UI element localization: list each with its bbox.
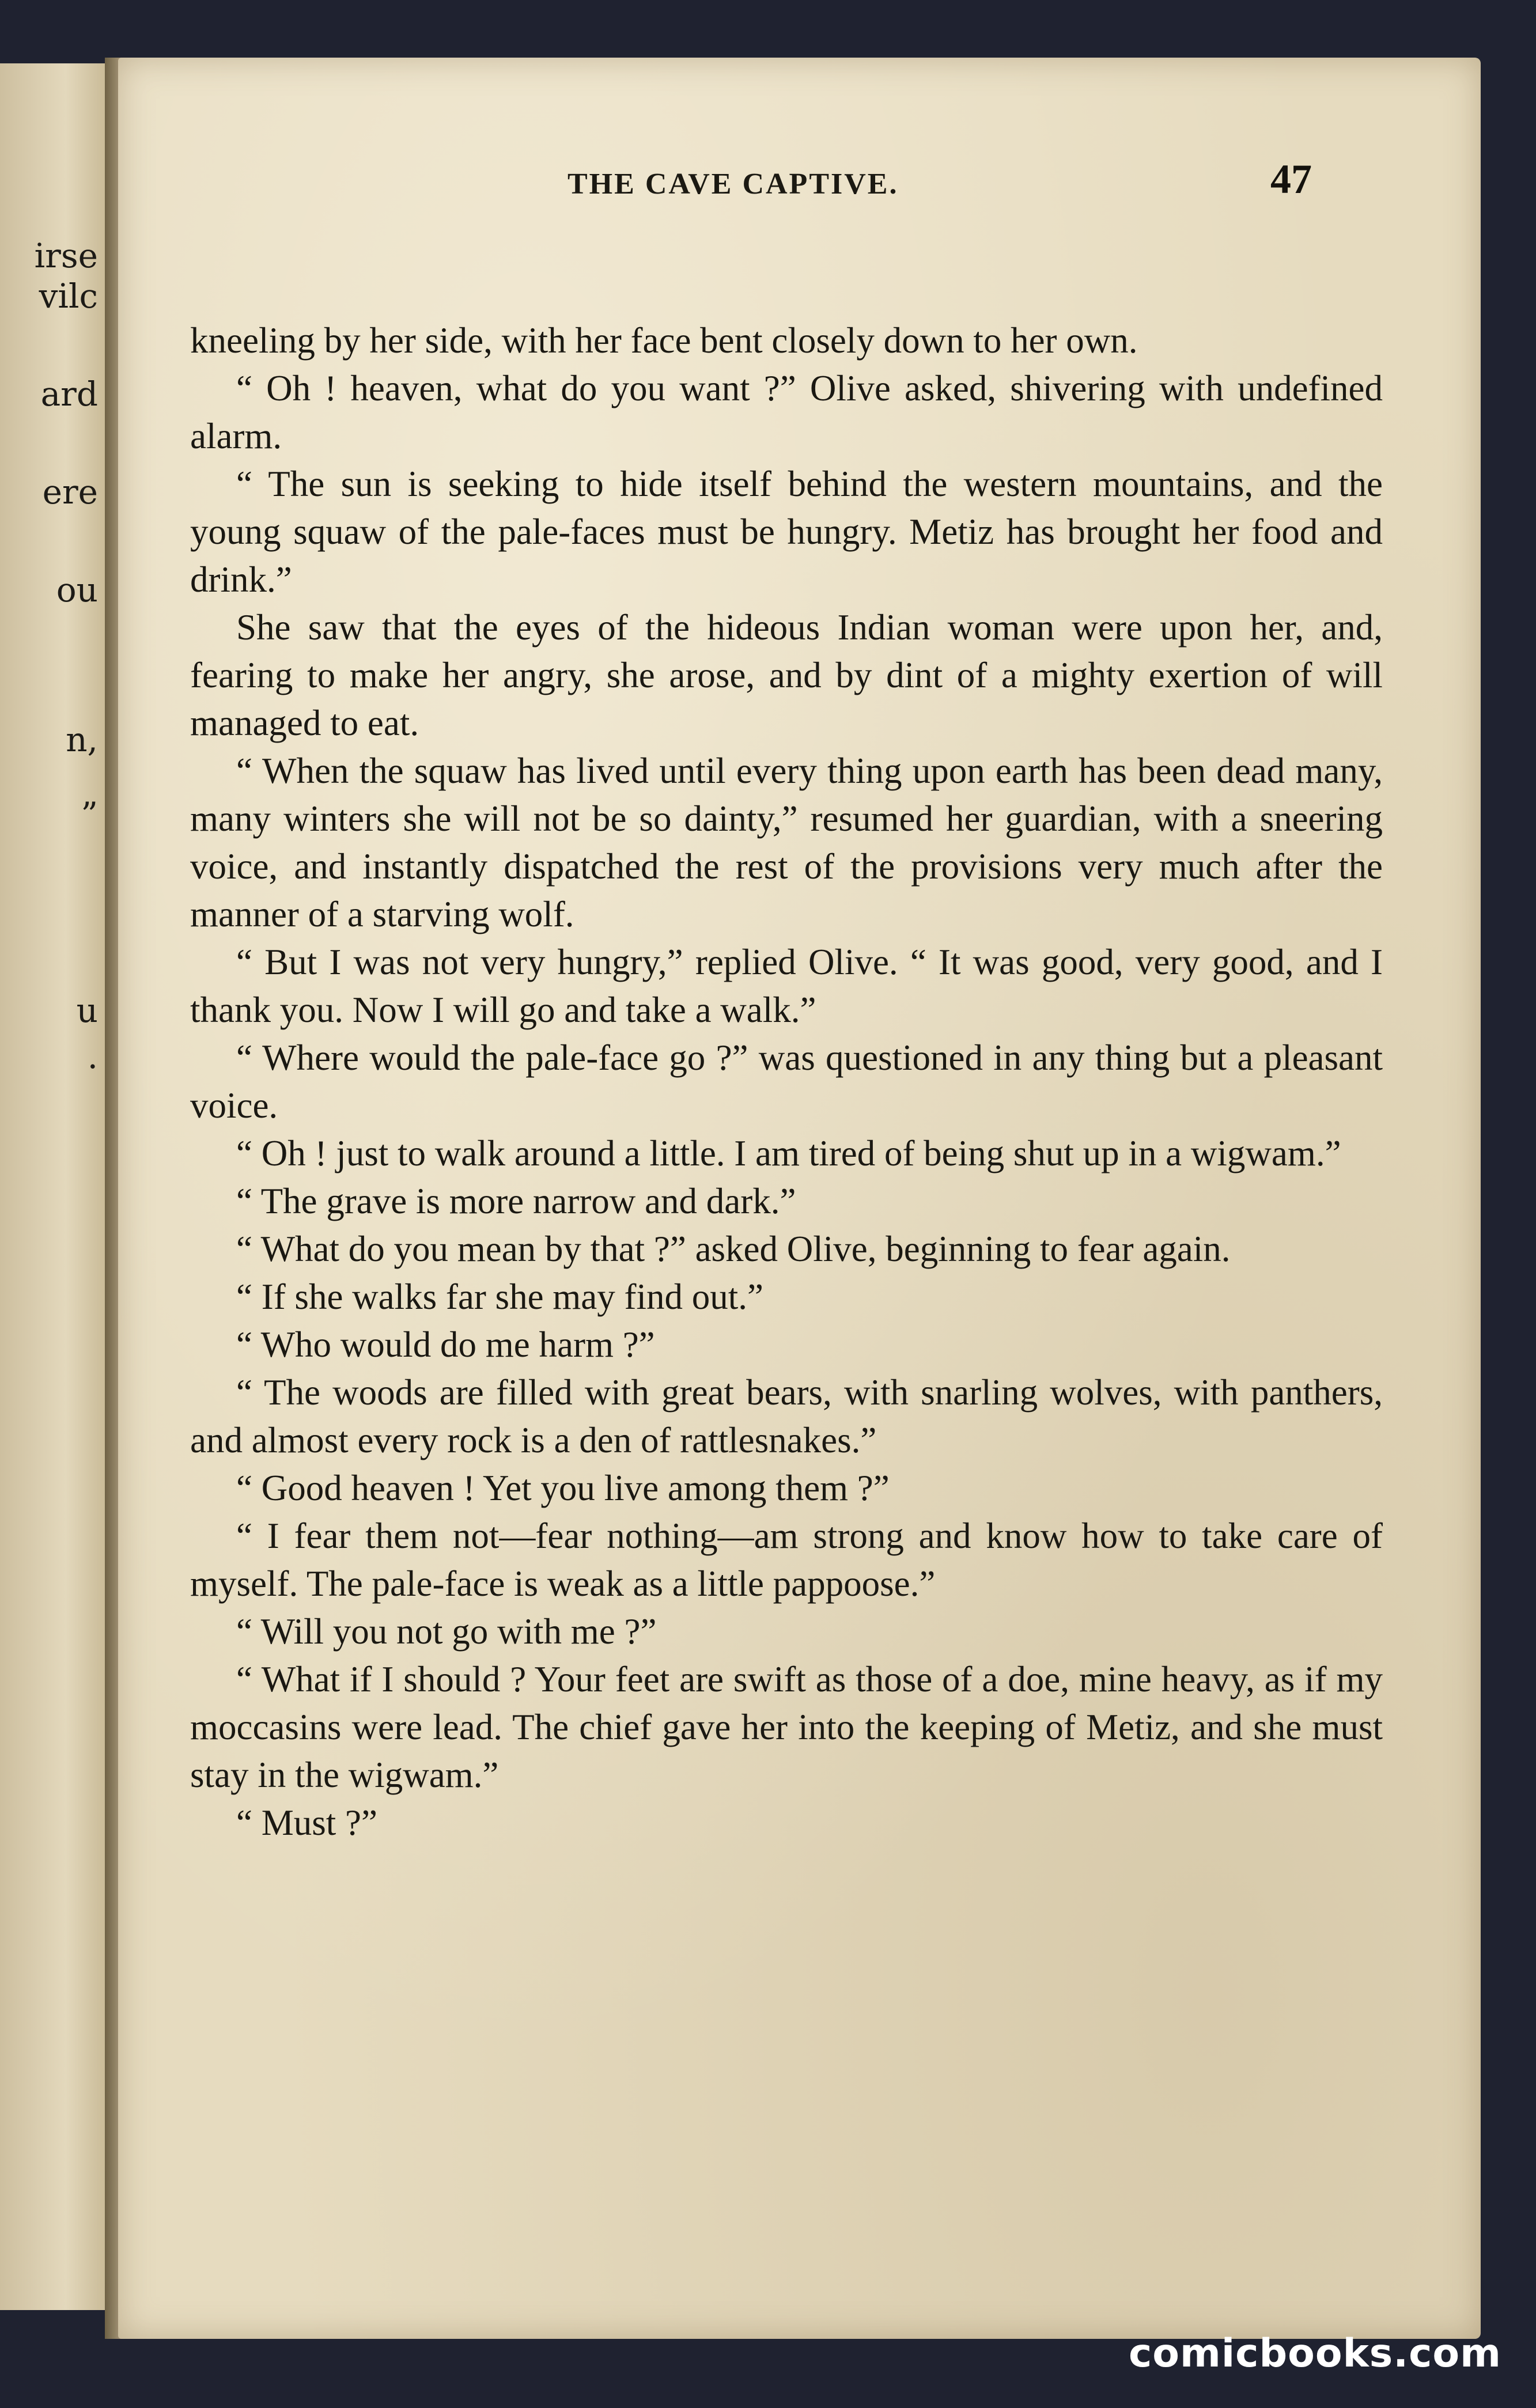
previous-page-edge	[0, 63, 113, 2310]
paragraph: “ Where would the pale-face go ?” was questioned in any thing but a pleasant voice.	[190, 1038, 1383, 1126]
paragraph: “ When the squaw has lived until every thing upon earth has been dead many, many winters she will not be so dainty,” resumed her guardian, with a sneering voice, and instantly dispatched the rest of the provisions very much after the manner of a starving wolf.	[190, 751, 1383, 934]
paragraph: “ The woods are filled with great bears, with snarling wolves, with panthers, and almost every rock is a den of rattlesnakes.”	[190, 1372, 1383, 1460]
paragraph: She saw that the eyes of the hideous Indian woman were upon her, and, fearing to make her angry, she arose, and by dint of a mighty exertion of will managed to eat.	[190, 607, 1383, 743]
book-page	[118, 58, 1481, 2339]
page-number: 47	[1270, 156, 1312, 202]
left-page-fragment: u	[76, 991, 98, 1030]
left-page-fragment: .	[87, 1037, 98, 1076]
paragraph: “ I fear them not—fear nothing—am strong and know how to take care of myself. The pale-face is weak as a little pappoose.”	[190, 1516, 1383, 1604]
paragraph: “ The grave is more narrow and dark.”	[236, 1181, 796, 1221]
page-body-text	[190, 317, 1383, 1847]
paragraph: “ If she walks far she may find out.”	[236, 1277, 763, 1317]
paragraph: “ Who would do me harm ?”	[236, 1324, 655, 1365]
left-page-fragment: ere	[42, 472, 98, 512]
paragraph: “ But I was not very hungry,” replied Olive. “ It was good, very good, and I thank you. Now I will go and take a walk.”	[190, 942, 1383, 1030]
paragraph: “ What if I should ? Your feet are swift as those of a doe, mine heavy, as if my moccasins were lead. The chief gave her into the keeping of Metiz, and she must stay in the wigwam.”	[190, 1659, 1383, 1795]
left-page-fragment: irse	[34, 236, 98, 275]
paragraph: “ Good heaven ! Yet you live among them ?”	[236, 1468, 890, 1508]
paragraph: kneeling by her side, with her face bent closely down to her own.	[190, 320, 1138, 361]
paragraph: “ What do you mean by that ?” asked Olive, beginning to fear again.	[236, 1229, 1231, 1269]
watermark: comicbooks.com	[1128, 2331, 1501, 2376]
paragraph: “ Oh ! heaven, what do you want ?” Olive asked, shivering with undefined alarm.	[190, 368, 1383, 456]
left-page-fragment: ”	[81, 795, 98, 834]
paragraph: “ The sun is seeking to hide itself behind the western mountains, and the young squaw of the pale-faces must be hungry. Metiz has brought her food and drink.”	[190, 464, 1383, 600]
paragraph: “ Will you not go with me ?”	[236, 1611, 657, 1652]
left-page-fragment: vilc	[39, 277, 98, 316]
paragraph: “ Oh ! just to walk around a little. I am tired of being shut up in a wigwam.”	[236, 1133, 1341, 1173]
running-head-title: THE CAVE CAPTIVE.	[568, 168, 899, 200]
left-page-fragment: ou	[56, 570, 98, 609]
paragraph: “ Must ?”	[236, 1803, 377, 1843]
left-page-fragment: n,	[66, 720, 98, 759]
left-page-fragment: ard	[40, 374, 98, 414]
